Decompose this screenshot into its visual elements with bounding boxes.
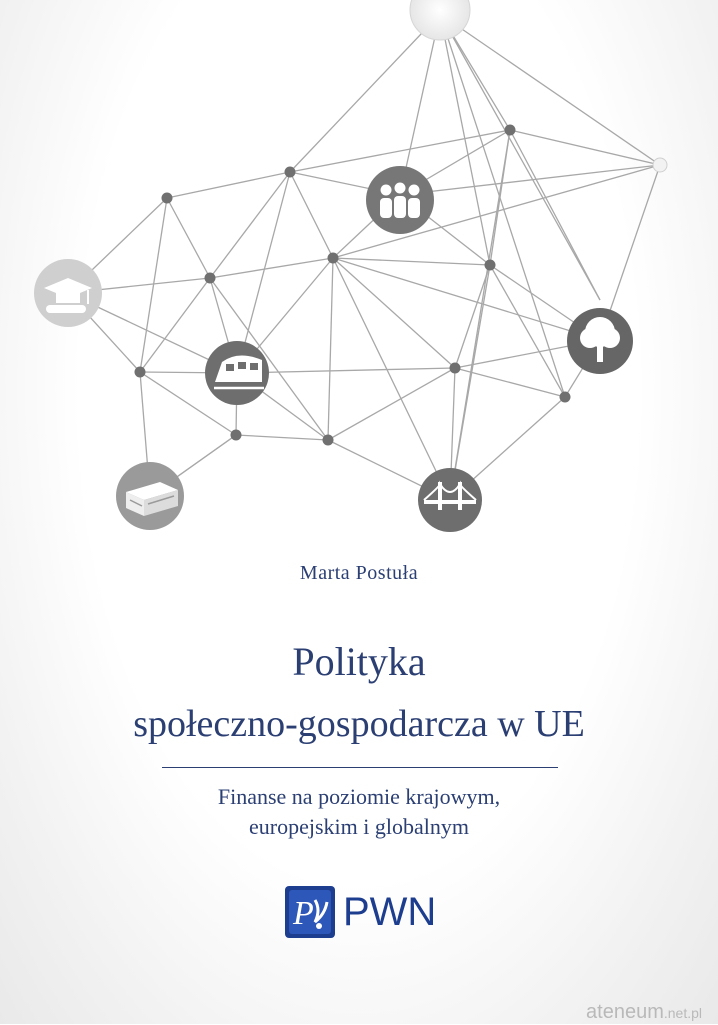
top-node [410, 0, 470, 40]
title-line-2: społeczno-gospodarcza w UE [133, 703, 585, 745]
right-node [653, 158, 667, 172]
title-line-1: Polityka [292, 639, 426, 684]
pwn-logo-mark-icon [285, 886, 335, 938]
svg-text:P: P [293, 895, 314, 932]
bridge-icon [418, 468, 482, 532]
network-lines [68, 14, 660, 500]
title-divider [162, 767, 558, 768]
watermark-tld: .net.pl [663, 1005, 702, 1021]
people-group-icon [366, 166, 434, 234]
subtitle-line-1: Finanse na poziomie krajowym, [217, 784, 501, 809]
watermark-main: ateneum [586, 1001, 664, 1023]
watermark [586, 1000, 702, 1025]
network-dots [135, 125, 571, 446]
money-stack-icon [116, 462, 184, 530]
publisher-name: PWN [343, 890, 437, 934]
publisher-logo [285, 886, 436, 938]
tree-icon [567, 308, 633, 374]
education-cap-icon [34, 259, 102, 327]
author-name: Marta Postuła [299, 562, 419, 584]
train-icon [205, 341, 269, 405]
subtitle-line-2: europejskim i globalnym [249, 814, 469, 839]
